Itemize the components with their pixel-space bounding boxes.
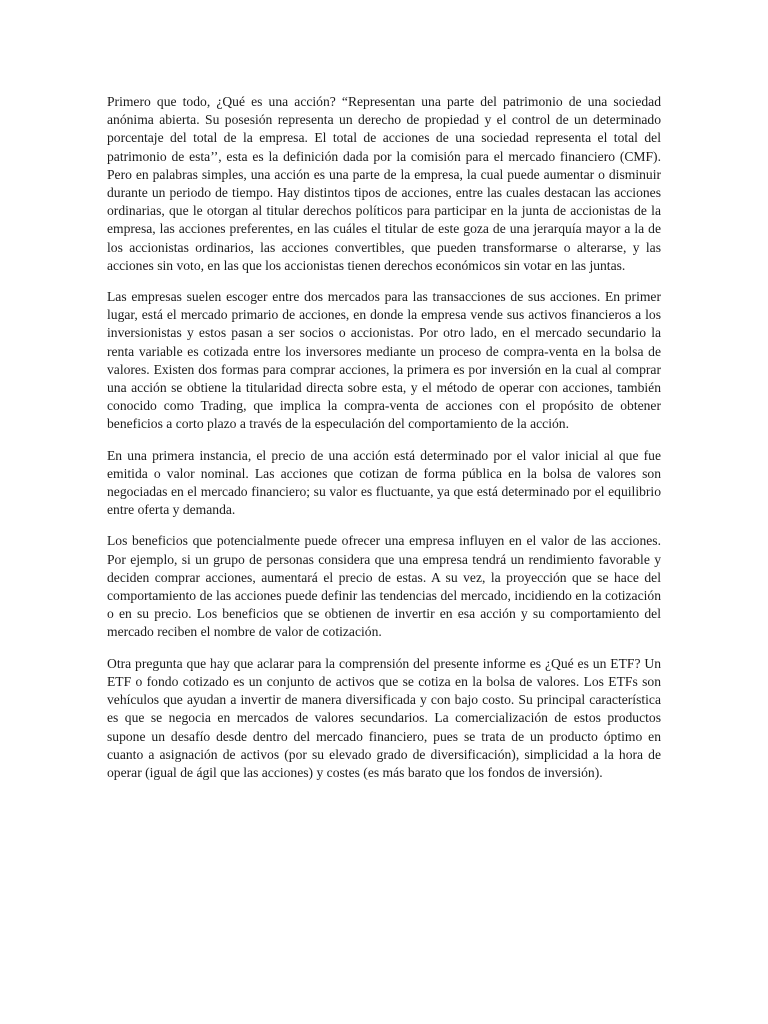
paragraph-what-is-an-etf: Otra pregunta que hay que aclarar para la comprensión del presente informe es ¿Qué es un ETF? Un ETF o fondo cotizado es un conjunto de activos que se cotiza en la bolsa de valores. Los ETFs son vehículos que ayudan a invertir de manera diversificada y con bajo costo. Su principal característica es que se negocia en mercados de valores secundarios. La comercialización de estos productos supone un desafío desde dentro del mercado financiero, pues se trata de un producto óptimo en cuanto a asignación de activos (por su elevado grado de diversificación), simplicidad a la hora de operar (igual de ágil que las acciones) y costes (es más barato que los fondos de inversión). xyxy=(107,655,661,780)
paragraph-what-is-a-share: Primero que todo, ¿Qué es una acción? “Representan una parte del patrimonio de una sociedad anónima abierta. Su posesión representa un derecho de propiedad y el control de un determinado porcentaje del total de la empresa. El total de acciones de una sociedad representa el total del patrimonio de esta’’, esta es la definición dada por la comisión para el mercado financiero (CMF). Pero en palabras simples, una acción es una parte de la empresa, la cual puede aumentar o disminuir durante un periodo de tiempo. Hay distintos tipos de acciones, entre las cuales destacan las acciones ordinarias, que le otorgan al titular derechos políticos para participar en la junta de accionistas de la empresa, las acciones preferentes, en las cuáles el titular de este goza de una jerarquía mayor a la de los accionistas ordinarios, las acciones convertibles, que pueden transformarse o alterarse, y las acciones sin voto, en las que los accionistas tienen derechos económicos sin votar en las juntas. xyxy=(107,94,661,273)
paragraph-company-benefits: Los beneficios que potencialmente puede ofrecer una empresa influyen en el valor de las acciones. Por ejemplo, si un grupo de personas considera que una empresa tendrá un rendimiento favorable y deciden comprar acciones, aumentará el precio de estas. A su vez, la proyección que se hace del comportamiento de las acciones puede definir las tendencias del mercado, incidiendo en la cotización o en su precio. Los beneficios que se obtienen de invertir en esa acción y su comportamiento del mercado reciben el nombre de valor de cotización. xyxy=(107,533,661,640)
document-page xyxy=(107,93,661,795)
paragraph-share-price: En una primera instancia, el precio de una acción está determinado por el valor inicial al que fue emitida o valor nominal. Las acciones que cotizan de forma pública en la bolsa de valores son negociadas en el mercado financiero; su valor es fluctuante, ya que está determinado por el equilibrio entre oferta y demanda. xyxy=(107,447,661,518)
paragraph-share-markets: Las empresas suelen escoger entre dos mercados para las transacciones de sus acciones. En primer lugar, está el mercado primario de acciones, en donde la empresa vende sus activos financieros a los inversionistas y estos pasan a ser socios o accionistas. Por otro lado, en el mercado secundario la renta variable es cotizada entre los inversores mediante un proceso de compra-venta en la bolsa de valores. Existen dos formas para comprar acciones, la primera es por inversión en la cual al comprar una acción se obtiene la titularidad directa sobre esta, y el método de operar con acciones, también conocido como Trading, que implica la compra-venta de acciones con el propósito de obtener beneficios a corto plazo a través de la especulación del comportamiento de la acción. xyxy=(107,289,661,432)
